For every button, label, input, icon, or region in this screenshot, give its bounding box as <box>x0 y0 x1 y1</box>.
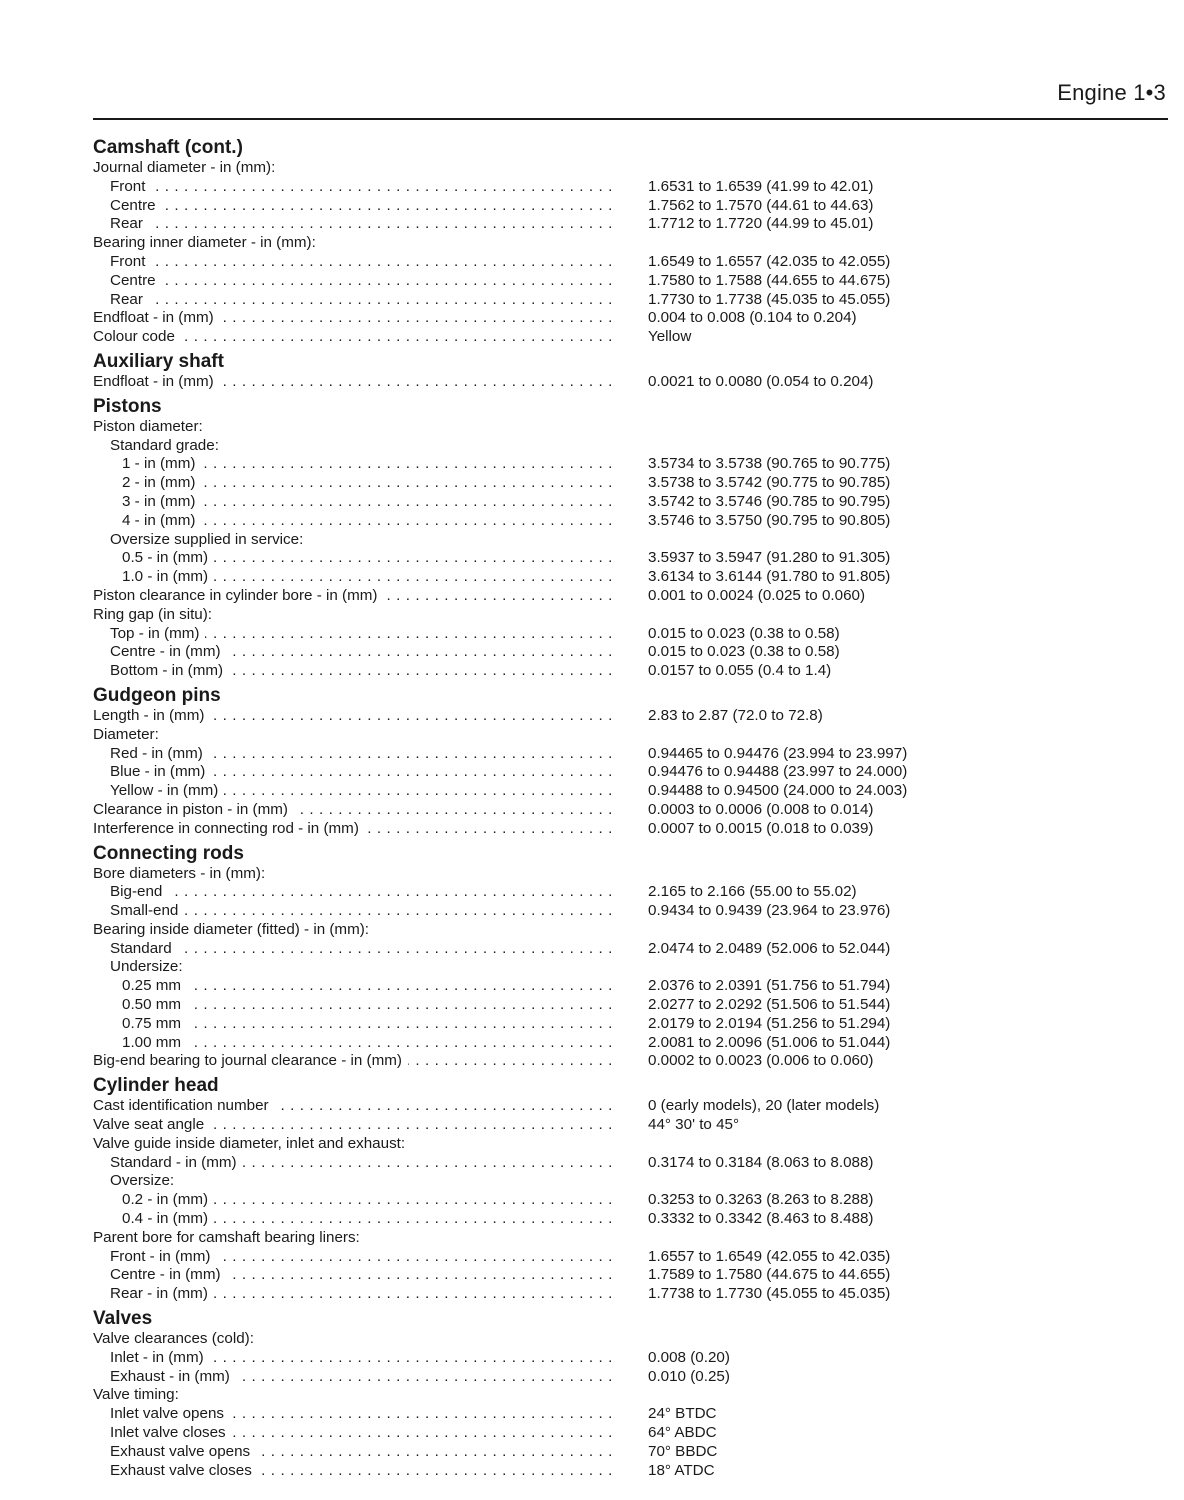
spec-subheading-row <box>93 159 1168 178</box>
spec-row <box>93 662 1168 681</box>
spec-label-cell <box>93 234 613 253</box>
spec-label-cell <box>93 707 613 726</box>
spec-row <box>93 977 1168 996</box>
spec-label-cell <box>93 763 613 782</box>
spec-value: 0.94488 to 0.94500 (24.000 to 24.003) <box>648 782 908 800</box>
spec-row <box>93 549 1168 568</box>
spec-label-cell <box>93 512 613 531</box>
spec-label: 4 - in (mm) <box>93 512 201 529</box>
spec-subheading-row <box>93 1330 1168 1349</box>
spec-label-cell <box>93 1116 613 1135</box>
spec-label: Valve clearances (cold): <box>93 1330 260 1347</box>
spec-row <box>93 820 1168 839</box>
spec-label-cell <box>93 309 613 328</box>
spec-label: Exhaust valve opens <box>93 1443 256 1460</box>
spec-label-cell <box>93 1154 613 1173</box>
spec-value: 1.6557 to 1.6549 (42.055 to 42.035) <box>648 1247 891 1265</box>
spec-label: Exhaust valve closes <box>93 1462 258 1479</box>
spec-row <box>93 996 1168 1015</box>
spec-subheading-row <box>93 437 1168 456</box>
spec-subheading-row <box>93 921 1168 940</box>
spec-label-cell <box>93 1330 613 1349</box>
spec-row <box>93 1349 1168 1368</box>
spec-value: 0.94465 to 0.94476 (23.994 to 23.997) <box>648 744 908 762</box>
spec-value: 3.6134 to 3.6144 (91.780 to 91.805) <box>648 568 891 586</box>
spec-label: Diameter: <box>93 726 165 743</box>
spec-value: 3.5746 to 3.5750 (90.795 to 90.805) <box>648 511 891 529</box>
spec-row <box>93 512 1168 531</box>
spec-value: 3.5937 to 3.5947 (91.280 to 91.305) <box>648 549 891 567</box>
spec-label-cell <box>93 437 613 456</box>
spec-value: 1.7738 to 1.7730 (45.055 to 45.035) <box>648 1285 891 1303</box>
spec-subheading-row <box>93 234 1168 253</box>
spec-row <box>93 1405 1168 1424</box>
spec-label: Piston diameter: <box>93 418 209 435</box>
spec-row <box>93 587 1168 606</box>
spec-value: 3.5734 to 3.5738 (90.765 to 90.775) <box>648 455 891 473</box>
spec-value: 1.7730 to 1.7738 (45.035 to 45.055) <box>648 290 891 308</box>
section-heading: Gudgeon pins <box>93 684 221 706</box>
spec-label: Bearing inside diameter (fitted) - in (mm): <box>93 921 375 938</box>
spec-label: Centre - in (mm) <box>93 643 227 660</box>
spec-label-cell <box>93 493 613 512</box>
spec-label-cell <box>93 662 613 681</box>
spec-value: 0.3332 to 0.3342 (8.463 to 8.488) <box>648 1210 874 1228</box>
spec-label-cell <box>93 197 613 216</box>
spec-label-cell <box>93 253 613 272</box>
spec-value: 2.83 to 2.87 (72.0 to 72.8) <box>648 706 823 724</box>
spec-row <box>93 1052 1168 1071</box>
spec-row <box>93 940 1168 959</box>
spec-label: Front <box>93 178 151 195</box>
spec-label: 0.5 - in (mm) <box>93 549 214 566</box>
spec-row <box>93 1248 1168 1267</box>
spec-label: Standard <box>93 940 178 957</box>
spec-value: 0.010 (0.25) <box>648 1367 730 1385</box>
spec-label: 2 - in (mm) <box>93 474 201 491</box>
spec-label-cell <box>93 1248 613 1267</box>
spec-subheading-row <box>93 958 1168 977</box>
spec-label: Cast identification number <box>93 1097 275 1114</box>
spec-value: 0.001 to 0.0024 (0.025 to 0.060) <box>648 586 866 604</box>
spec-label-cell <box>93 902 613 921</box>
spec-row <box>93 373 1168 392</box>
spec-label-cell <box>93 1424 613 1443</box>
spec-label: Exhaust - in (mm) <box>93 1368 236 1385</box>
spec-value: 3.5738 to 3.5742 (90.775 to 90.785) <box>648 474 891 492</box>
spec-label: 0.25 mm <box>93 977 187 994</box>
spec-label-cell <box>93 568 613 587</box>
spec-row <box>93 1424 1168 1443</box>
spec-row <box>93 1116 1168 1135</box>
spec-label-cell <box>93 1172 613 1191</box>
spec-label: Rear <box>93 215 149 232</box>
spec-row <box>93 902 1168 921</box>
section-heading: Auxiliary shaft <box>93 350 224 372</box>
spec-label: Front - in (mm) <box>93 1248 216 1265</box>
spec-value: 0.9434 to 0.9439 (23.964 to 23.976) <box>648 902 891 920</box>
spec-value: 70° BBDC <box>648 1442 718 1460</box>
spec-label-cell <box>93 215 613 234</box>
spec-label-cell <box>93 801 613 820</box>
spec-value: 0.0157 to 0.055 (0.4 to 1.4) <box>648 662 832 680</box>
spec-label-cell <box>93 745 613 764</box>
spec-value: 24° BTDC <box>648 1405 717 1423</box>
spec-row <box>93 1285 1168 1304</box>
spec-label: Interference in connecting rod - in (mm) <box>93 820 365 837</box>
spec-row <box>93 272 1168 291</box>
spec-label-cell <box>93 1285 613 1304</box>
spec-value: 3.5742 to 3.5746 (90.785 to 90.795) <box>648 492 891 510</box>
spec-label: Bearing inner diameter - in (mm): <box>93 234 322 251</box>
spec-label: 0.2 - in (mm) <box>93 1191 214 1208</box>
spec-section <box>93 842 1168 1072</box>
spec-subheading-row <box>93 418 1168 437</box>
spec-row <box>93 328 1168 347</box>
spec-label-cell <box>93 1034 613 1053</box>
spec-label-cell <box>93 1462 613 1481</box>
spec-label-cell <box>93 726 613 745</box>
spec-label: Piston clearance in cylinder bore - in (mm) <box>93 587 383 604</box>
spec-row <box>93 1266 1168 1285</box>
spec-row <box>93 801 1168 820</box>
spec-label: Valve guide inside diameter, inlet and exhaust: <box>93 1135 411 1152</box>
spec-value: 0.0003 to 0.0006 (0.008 to 0.014) <box>648 800 874 818</box>
spec-row <box>93 1462 1168 1481</box>
spec-subheading-row <box>93 606 1168 625</box>
spec-label: Rear - in (mm) <box>93 1285 214 1302</box>
section-heading: Camshaft (cont.) <box>93 137 243 158</box>
spec-row <box>93 1210 1168 1229</box>
spec-value: 64° ABDC <box>648 1424 717 1442</box>
spec-row <box>93 474 1168 493</box>
spec-label-cell <box>93 958 613 977</box>
spec-row <box>93 568 1168 587</box>
spec-label-cell <box>93 587 613 606</box>
spec-label: Ring gap (in situ): <box>93 606 218 623</box>
spec-label-cell <box>93 1015 613 1034</box>
spec-label: Rear <box>93 291 149 308</box>
spec-label: Blue - in (mm) <box>93 763 211 780</box>
spec-value: 0.3253 to 0.3263 (8.263 to 8.288) <box>648 1191 874 1209</box>
spec-label-cell <box>93 1266 613 1285</box>
spec-value: 1.7589 to 1.7580 (44.675 to 44.655) <box>648 1266 891 1284</box>
spec-label-cell <box>93 418 613 437</box>
spec-row <box>93 1015 1168 1034</box>
spec-value: 1.7562 to 1.7570 (44.61 to 44.63) <box>648 196 874 214</box>
spec-label-cell <box>93 606 613 625</box>
spec-value: 2.0474 to 2.0489 (52.006 to 52.044) <box>648 939 891 957</box>
section-heading: Valves <box>93 1308 153 1330</box>
spec-row <box>93 178 1168 197</box>
spec-row <box>93 883 1168 902</box>
spec-section <box>93 684 1168 839</box>
spec-row <box>93 197 1168 216</box>
spec-value: 0.008 (0.20) <box>648 1348 730 1366</box>
spec-label-cell <box>93 373 613 392</box>
spec-label: Valve seat angle <box>93 1116 210 1133</box>
spec-label-cell <box>93 996 613 1015</box>
spec-value: 0.0021 to 0.0080 (0.054 to 0.204) <box>648 372 874 390</box>
spec-value: 18° ATDC <box>648 1461 715 1479</box>
spec-row <box>93 1034 1168 1053</box>
spec-label: Top - in (mm) <box>93 625 205 642</box>
spec-row <box>93 215 1168 234</box>
spec-label-cell <box>93 1210 613 1229</box>
spec-label: Big-end <box>93 883 168 900</box>
spec-label-cell <box>93 1386 613 1405</box>
spec-label-cell <box>93 883 613 902</box>
spec-label-cell <box>93 159 613 178</box>
spec-value: 1.7712 to 1.7720 (44.99 to 45.01) <box>648 215 874 233</box>
spec-value: 2.0376 to 2.0391 (51.756 to 51.794) <box>648 977 891 995</box>
spec-row <box>93 625 1168 644</box>
spec-row <box>93 1368 1168 1387</box>
spec-section <box>93 395 1168 681</box>
spec-label: Inlet valve closes <box>93 1424 232 1441</box>
spec-label-cell <box>93 625 613 644</box>
spec-value: Yellow <box>648 328 692 346</box>
spec-subheading-row <box>93 1135 1168 1154</box>
spec-label: Colour code <box>93 328 181 345</box>
spec-label-cell <box>93 940 613 959</box>
spec-row <box>93 745 1168 764</box>
spec-value: 2.0081 to 2.0096 (51.006 to 51.044) <box>648 1033 891 1051</box>
spec-label: Oversize supplied in service: <box>93 531 309 548</box>
spec-label: 0.4 - in (mm) <box>93 1210 214 1227</box>
spec-label: 1.00 mm <box>93 1034 187 1051</box>
spec-subheading-row <box>93 865 1168 884</box>
spec-value: 0.3174 to 0.3184 (8.063 to 8.088) <box>648 1153 874 1171</box>
spec-subheading-row <box>93 1172 1168 1191</box>
spec-label: Inlet - in (mm) <box>93 1349 210 1366</box>
spec-label-cell <box>93 474 613 493</box>
spec-label-cell <box>93 1368 613 1387</box>
spec-label-cell <box>93 1405 613 1424</box>
spec-label-cell <box>93 977 613 996</box>
spec-label: Small-end <box>93 902 184 919</box>
spec-subheading-row <box>93 1386 1168 1405</box>
page-header <box>93 78 1168 120</box>
spec-label-cell <box>93 1097 613 1116</box>
spec-row <box>93 455 1168 474</box>
spec-value: 0.94476 to 0.94488 (23.997 to 24.000) <box>648 763 908 781</box>
spec-label: Centre <box>93 197 162 214</box>
spec-label-cell <box>93 921 613 940</box>
spec-value: 1.6531 to 1.6539 (41.99 to 42.01) <box>648 177 874 195</box>
spec-row <box>93 309 1168 328</box>
spec-label-cell <box>93 455 613 474</box>
spec-label-cell <box>93 291 613 310</box>
spec-label: Centre <box>93 272 162 289</box>
spec-label: Bottom - in (mm) <box>93 662 229 679</box>
spec-label: Endfloat - in (mm) <box>93 373 220 390</box>
spec-row <box>93 493 1168 512</box>
spec-section <box>93 1074 1168 1304</box>
spec-section <box>93 350 1168 392</box>
spec-value: 0.015 to 0.023 (0.38 to 0.58) <box>648 624 840 642</box>
section-heading: Cylinder head <box>93 1075 219 1097</box>
spec-value: 0 (early models), 20 (later models) <box>648 1097 880 1115</box>
spec-label: 0.50 mm <box>93 996 187 1013</box>
spec-label: 1.0 - in (mm) <box>93 568 214 585</box>
spec-label-cell <box>93 549 613 568</box>
spec-value: 1.7580 to 1.7588 (44.655 to 44.675) <box>648 271 891 289</box>
spec-value: 0.015 to 0.023 (0.38 to 0.58) <box>648 643 840 661</box>
spec-row <box>93 707 1168 726</box>
spec-row <box>93 1097 1168 1116</box>
spec-label: Big-end bearing to journal clearance - in (mm) <box>93 1052 408 1069</box>
spec-content <box>93 136 1168 1480</box>
section-heading: Connecting rods <box>93 842 244 864</box>
spec-label: Journal diameter - in (mm): <box>93 159 281 176</box>
spec-value: 2.0179 to 2.0194 (51.256 to 51.294) <box>648 1014 891 1032</box>
spec-label-cell <box>93 178 613 197</box>
spec-row <box>93 253 1168 272</box>
spec-label-cell <box>93 1135 613 1154</box>
spec-label: 1 - in (mm) <box>93 455 201 472</box>
spec-label: Red - in (mm) <box>93 745 209 762</box>
page-title: Engine 1•3 <box>1057 80 1166 105</box>
spec-value: 2.0277 to 2.0292 (51.506 to 51.544) <box>648 996 891 1014</box>
spec-label: Clearance in piston - in (mm) <box>93 801 294 818</box>
spec-value: 2.165 to 2.166 (55.00 to 55.02) <box>648 883 857 901</box>
spec-label: Centre - in (mm) <box>93 1266 227 1283</box>
spec-label: Length - in (mm) <box>93 707 210 724</box>
spec-section <box>93 136 1168 347</box>
spec-label: Standard - in (mm) <box>93 1154 243 1171</box>
spec-label: Bore diameters - in (mm): <box>93 865 271 882</box>
spec-label-cell <box>93 782 613 801</box>
spec-label-cell <box>93 272 613 291</box>
spec-label: Valve timing: <box>93 1386 185 1403</box>
spec-label: Undersize: <box>93 958 189 975</box>
spec-row <box>93 643 1168 662</box>
spec-row <box>93 291 1168 310</box>
spec-label-cell <box>93 865 613 884</box>
spec-row <box>93 1154 1168 1173</box>
spec-label-cell <box>93 820 613 839</box>
spec-label-cell <box>93 328 613 347</box>
spec-label-cell <box>93 1349 613 1368</box>
spec-label: Standard grade: <box>93 437 225 454</box>
spec-value: 0.0007 to 0.0015 (0.018 to 0.039) <box>648 819 874 837</box>
spec-label: 0.75 mm <box>93 1015 187 1032</box>
spec-label: Parent bore for camshaft bearing liners: <box>93 1229 366 1246</box>
spec-row <box>93 763 1168 782</box>
spec-row <box>93 1443 1168 1462</box>
spec-row <box>93 782 1168 801</box>
spec-section <box>93 1307 1168 1480</box>
spec-label: Yellow - in (mm) <box>93 782 224 799</box>
spec-subheading-row <box>93 531 1168 550</box>
spec-value: 0.004 to 0.008 (0.104 to 0.204) <box>648 309 857 327</box>
spec-label-cell <box>93 531 613 550</box>
section-heading: Pistons <box>93 395 162 417</box>
spec-label: Endfloat - in (mm) <box>93 309 220 326</box>
spec-row <box>93 1191 1168 1210</box>
spec-label-cell <box>93 1191 613 1210</box>
spec-label-cell <box>93 1443 613 1462</box>
spec-value: 44° 30' to 45° <box>648 1116 740 1134</box>
spec-label-cell <box>93 643 613 662</box>
spec-value: 0.0002 to 0.0023 (0.006 to 0.060) <box>648 1052 874 1070</box>
spec-label: Inlet valve opens <box>93 1405 230 1422</box>
spec-value: 1.6549 to 1.6557 (42.035 to 42.055) <box>648 252 891 270</box>
spec-label: 3 - in (mm) <box>93 493 201 510</box>
spec-label: Front <box>93 253 151 270</box>
spec-subheading-row <box>93 726 1168 745</box>
spec-label-cell <box>93 1229 613 1248</box>
spec-label-cell <box>93 1052 613 1071</box>
spec-subheading-row <box>93 1229 1168 1248</box>
spec-label: Oversize: <box>93 1172 180 1189</box>
